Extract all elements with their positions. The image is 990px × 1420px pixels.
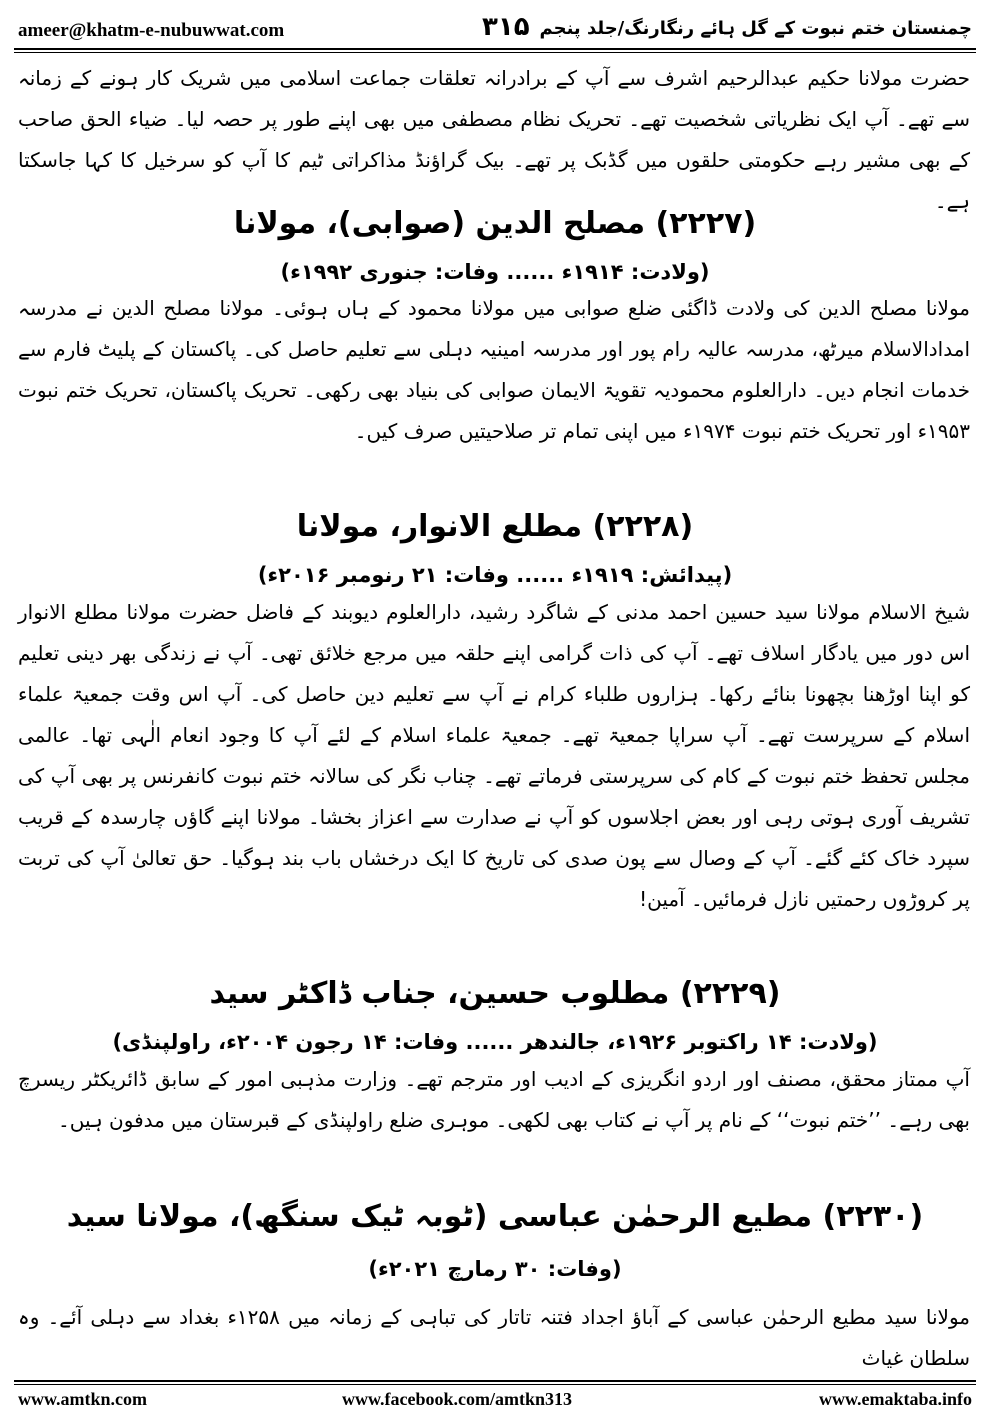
entry-2230-heading: (۲۲۳۰) مطیع الرحمٰن عباسی (ٹوبہ ٹیک سنگھ)، مولانا سید <box>66 1199 924 1234</box>
footer-rule <box>14 1380 976 1382</box>
page-header <box>12 8 978 46</box>
entry-2229-body: آپ ممتاز محقق، مصنف اور اردو انگریزی کے ادیب اور مترجم تھے۔ وزارت مذہبی امور کے سابق ڈائریکٹر ریسرچ بھی رہے۔ ’’ختم نبوت‘‘ کے نام پر آپ نے کتاب بھی لکھی۔ موہری ضلع راولپنڈی کے قبرستان میں مدفون ہیں۔ <box>18 1067 970 1132</box>
footer-rule-thin <box>14 1384 976 1385</box>
entry-2229-heading: (۲۲۲۹) مطلوب حسین، جناب ڈاکٹر سید <box>209 976 781 1011</box>
entry-2228-body: شیخ الاسلام مولانا سید حسین احمد مدنی کے شاگرد رشید، دارالعلوم دیوبند کے فاضل حضرت مولانا مطلع الانوار اس دور میں یادگار اسلاف تھے۔ آپ کی ذات گرامی اپنے حلقہ میں مرجع خلائق تھی۔ آپ نے زندگی بھر دینی تعلیم کو اپنا اوڑھنا بچھونا بنائے رکھا۔ ہزاروں طلباء کرام نے آپ سے تعلیم دین حاصل کی۔ آپ اس وقت جمعیۃ علماء اسلام کے سرپرست تھے۔ آپ سراپا جمعیۃ تھے۔ جمعیۃ علماء اسلام کے لئے آپ کا وجود انعام الٰہی تھا۔ عالمی مجلس تحفظ ختم نبوت کے کام کی سرپرستی فرماتے تھے۔ چناب نگر کی سالانہ ختم نبوت کانفرنس پر بھی آپ کی تشریف آوری ہوتی رہی اور بعض اجلاسوں کو آپ نے صدارت سے اعزاز بخشا۔ مولانا اپنے گاؤں چارسدہ کے قریب سپرد خاک کئے گئے۔ آپ کے وصال سے پون صدی کی تاریخ کا ایک درخشاں باب بند ہوگیا۔ حق تعالیٰ آپ کی تربت پر کروڑوں رحمتیں نازل فرمائیں۔ آمین! <box>18 600 970 911</box>
entry-2228-dates: (پیدائش: ۱۹۱۹ء ...... وفات: ۲۱ رنومبر ۲۰۱۶ء) <box>257 563 733 587</box>
entry-2229-dates: (ولادت: ۱۴ راکتوبر ۱۹۲۶ء، جالندھر ...... وفات: ۱۴ رجون ۲۰۰۴ء، راولپنڈی) <box>112 1030 878 1054</box>
header-rule <box>14 48 976 50</box>
entry-2230-body: مولانا سید مطیع الرحمٰن عباسی کے آباؤ اجداد فتنہ تاتار کی تباہی کے زمانہ میں ۱۲۵۸ء بغداد سے دہلی آئے۔ وہ سلطان غیاث <box>18 1305 970 1370</box>
book-title: چمنستان ختم نبوت کے گل ہائے رنگارنگ/جلد پنجم <box>539 18 972 39</box>
footer-website-emaktaba: www.emaktaba.info <box>818 1389 972 1409</box>
page-footer <box>12 1389 978 1415</box>
entry-2227-body: مولانا مصلح الدین کی ولادت ڈاگئی ضلع صوابی میں مولانا محمود کے ہاں ہوئی۔ مولانا مصلح الدین نے مدرسہ امدادالاسلام میرٹھ، مدرسہ عالیہ رام پور اور مدرسہ امینیہ دہلی سے تعلیم حاصل کی۔ پاکستان کے پلیٹ فارم سے خدمات انجام دیں۔ دارالعلوم محمودیہ تقویۃ الایمان صوابی کی بنیاد بھی رکھی۔ تحریک پاکستان، تحریک ختم نبوت ۱۹۵۳ء اور تحریک ختم نبوت ۱۹۷۴ء میں اپنی تمام تر صلاحیتیں صرف کیں۔ <box>18 296 970 443</box>
entry-2227-heading: (۲۲۲۷) مصلح الدین (صوابی)، مولانا <box>233 206 757 241</box>
entry-2230-dates: (وفات: ۳۰ رمارچ ۲۰۲۱ء) <box>368 1257 622 1281</box>
footer-facebook-link: www.facebook.com/amtkn313 <box>342 1389 572 1409</box>
page-number: ۳۱۵ <box>482 12 530 42</box>
entry-2227-dates: (ولادت: ۱۹۱۴ء ...... وفات: جنوری ۱۹۹۲ء) <box>280 260 710 284</box>
header-rule-thin <box>14 52 976 53</box>
intro-paragraph: حضرت مولانا حکیم عبدالرحیم اشرف سے آپ کے برادرانہ تعلقات جماعت اسلامی میں شریک کار ہونے کے زمانہ سے تھے۔ آپ ایک نظریاتی شخصیت تھے۔ تحریک نظام مصطفی میں بھی اپنے طور پر حصہ لیا۔ ضیاء الحق صاحب کے بھی مشیر رہے حکومتی حلقوں میں گڈبک پر تھے۔ بیک گراؤنڈ مذاکراتی ٹیم کا آپ کو سرخیل کا کہا جاسکتا ہے۔ <box>18 66 970 213</box>
header-email: ameer@khatm-e-nubuwwat.com <box>18 20 285 41</box>
footer-website-amtkn: www.amtkn.com <box>18 1389 147 1409</box>
entry-2228-heading: (۲۲۲۸) مطلع الانوار، مولانا <box>296 509 694 544</box>
